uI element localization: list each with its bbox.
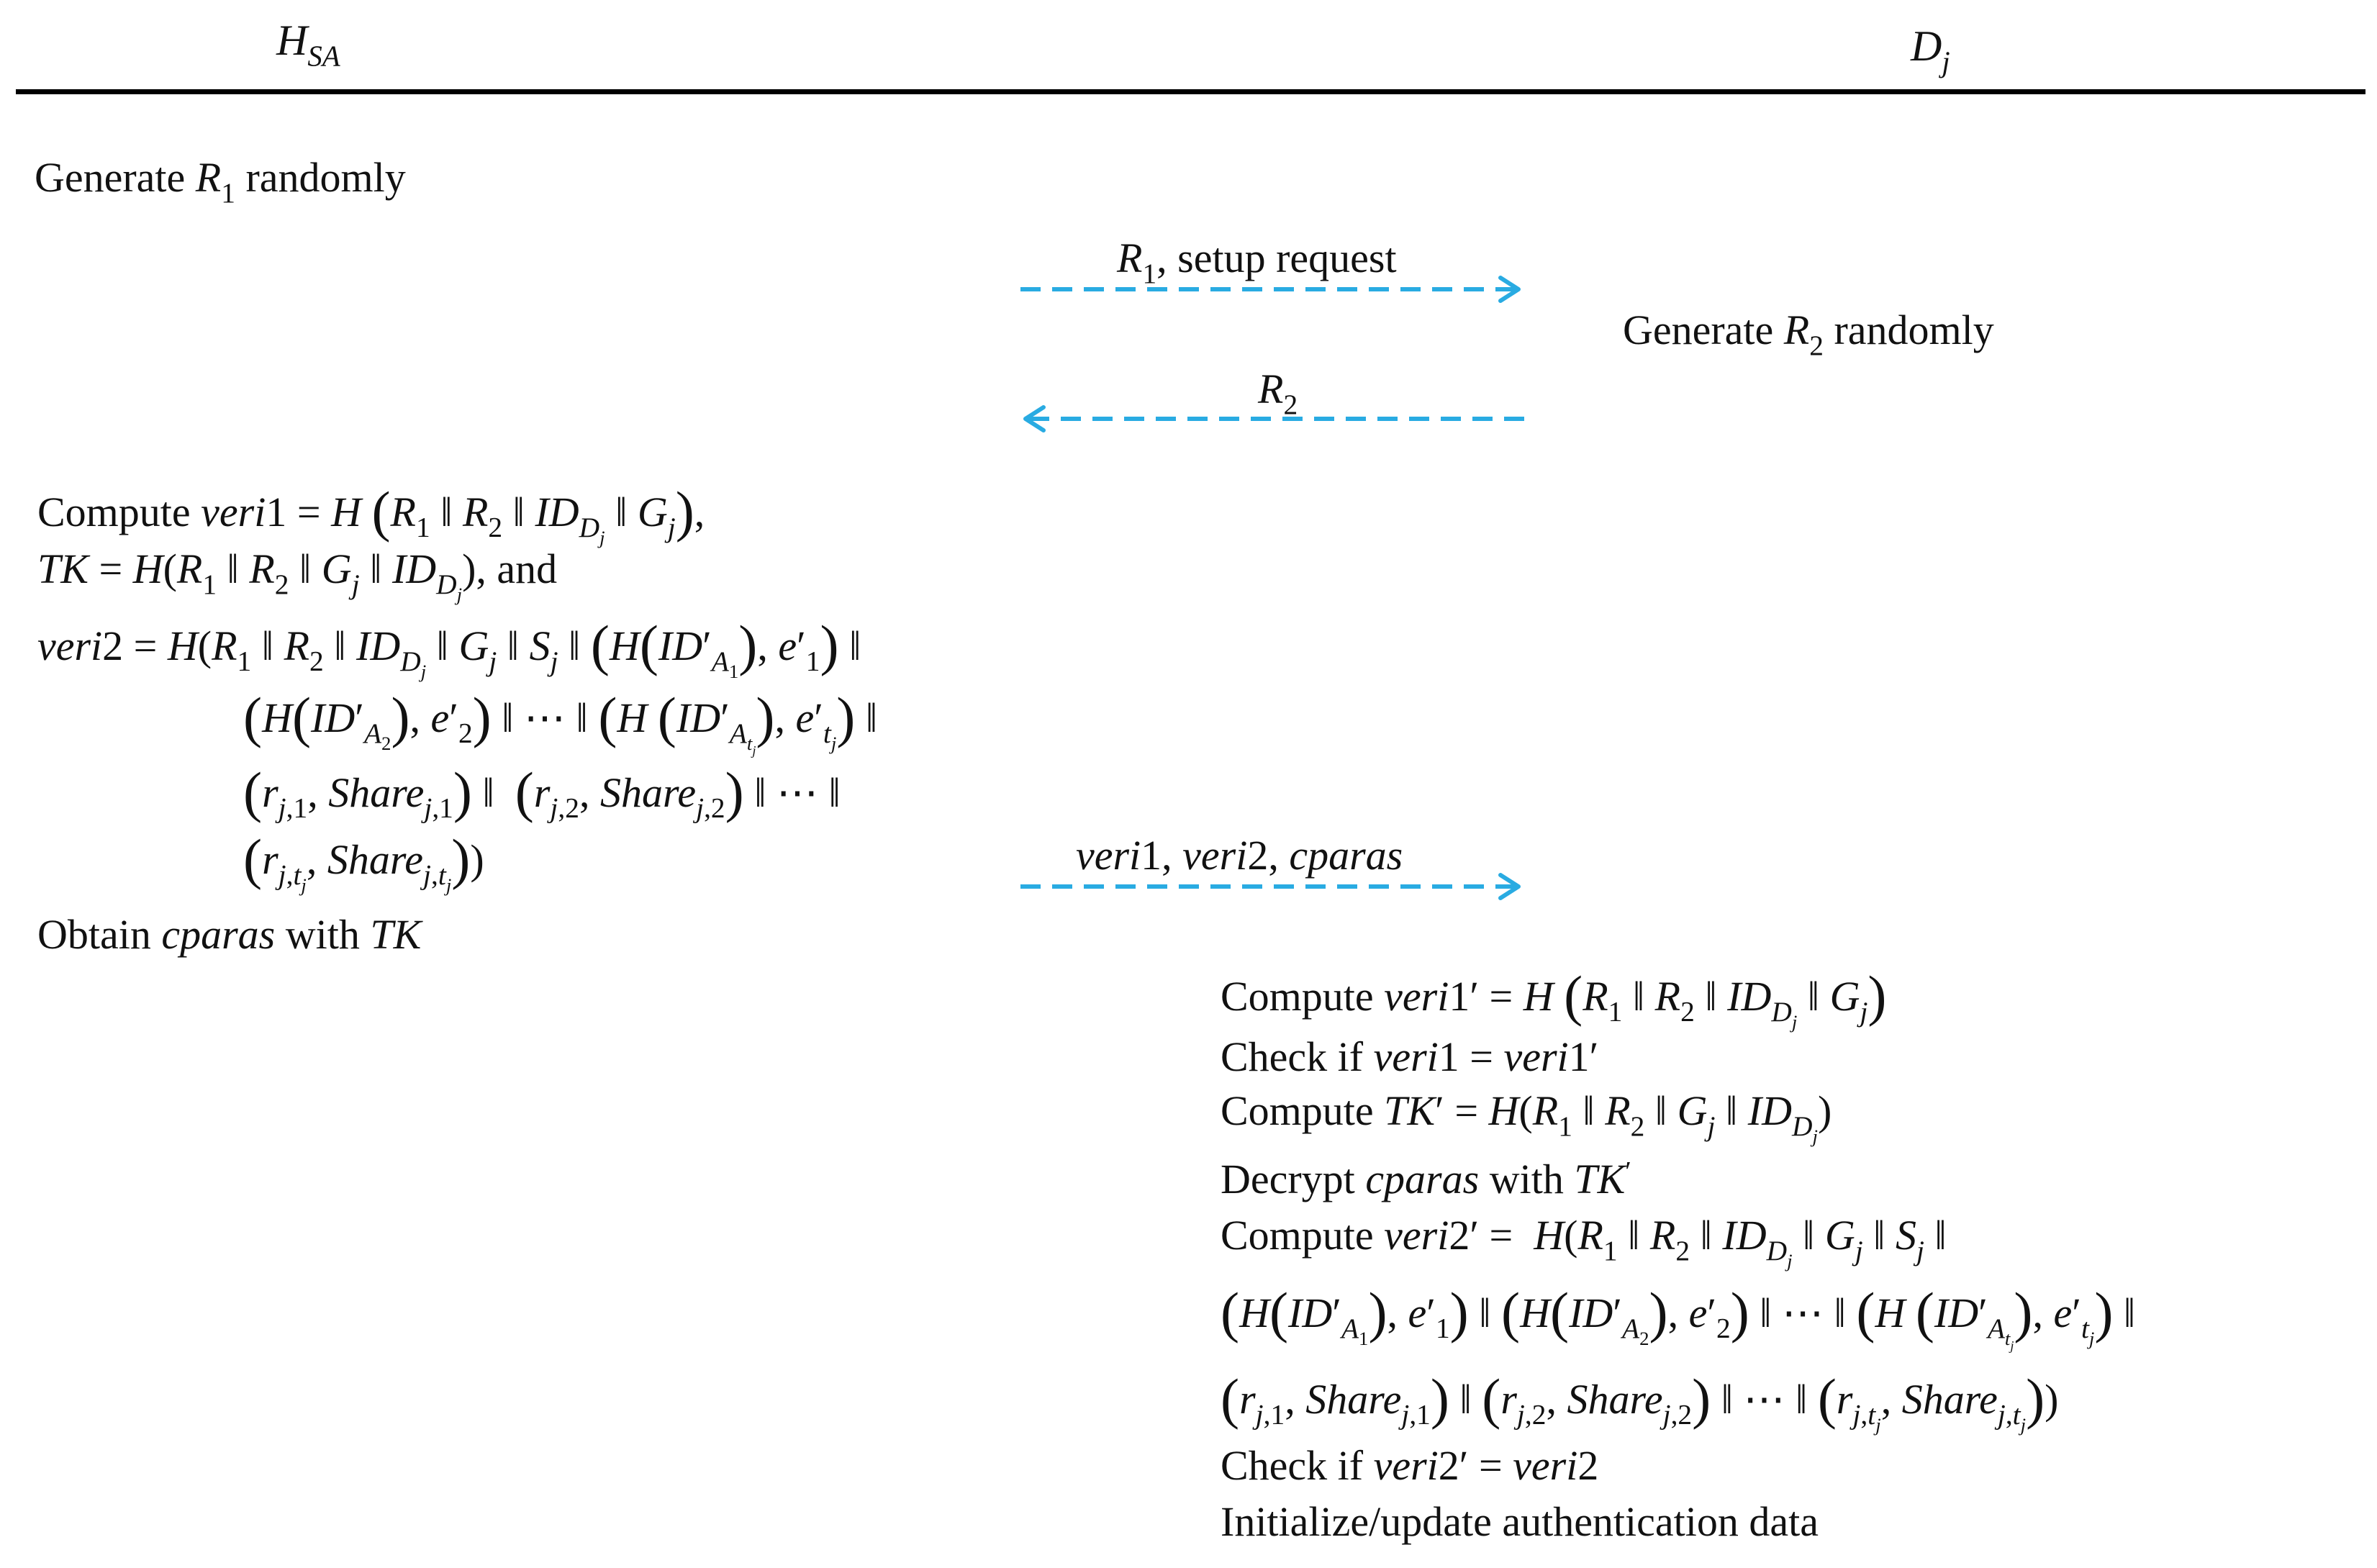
message-label-r2: $R_2$ <box>1258 366 1298 420</box>
step-compute-veri2-prime-line3: ($r_{j,1}$, Share$_{j,1}$) ‖ ($r_{j,2}$, Share$_{j,2}$) ‖ ⋯ ‖ ($r_{j,t_j}$, Share$_{j,t_j}$)) <box>1221 1367 2059 1436</box>
step-compute-veri2-line2: ($H(ID'_{A_2})$, $e'_2$) ‖ ⋯ ‖ (H $(ID'_{A_{t_j}})$, $e'_{t_j}$) ‖ <box>243 686 878 758</box>
step-compute-veri2-line3: ($r_{j,1}$, Share$_{j,1}$) ‖ ($r_{j,2}$, Share$_{j,2}$) ‖ ⋯ ‖ <box>243 761 841 824</box>
step-compute-tk-prime: Compute $TK' = H(R_1$ ‖ $R_2$ ‖ $G_j$ ‖ $ID_{D_j}$) <box>1221 1087 1832 1148</box>
step-initialize-auth-data <box>1221 1498 1819 1545</box>
message-label-veri: veri1, veri2, cparas <box>1076 832 1403 879</box>
step-compute-veri2-prime-line1: Compute veri2′ = $H(R_1$ ‖ $R_2$ ‖ $ID_{D_j}$ ‖ $G_j$ ‖ $S_j$ ‖ <box>1221 1212 1947 1272</box>
message-label-r1-setup: $R_1$, setup request <box>1117 235 1397 289</box>
step-check-veri1: Check if veri1 = veri1′ <box>1221 1033 1599 1080</box>
step-decrypt-cparas: Decrypt cparas with TK′ <box>1221 1155 1631 1202</box>
step-compute-tk: TK = $H(R_1$ ‖ $R_2$ ‖ $G_j$ ‖ $ID_{D_j}$), and <box>37 545 558 606</box>
step-compute-veri2-line1: veri2 = $H(R_1$ ‖ $R_2$ ‖ $ID_{D_j}$ ‖ $G_j$ ‖ $S_j$ ‖ ($H(ID'_{A_1})$, $e'_1$) ‖ <box>37 614 861 682</box>
step-compute-veri2-prime-line2: ($H(ID'_{A_1})$, $e'_1$) ‖ ($H(ID'_{A_2})$, $e'_2$) ‖ ⋯ ‖ (H $(ID'_{A_{t_j}})$, $e'_{t_j}$) ‖ <box>1221 1281 2136 1353</box>
step-compute-veri1: Compute veri1 = H ($R_1$ ‖ $R_2$ ‖ $ID_{D_j}$ ‖ $G_j$), <box>37 480 705 548</box>
step-generate-r1: Generate $R_1$ randomly <box>35 154 406 209</box>
step-generate-r2: Generate $R_2$ randomly <box>1623 307 1994 361</box>
step-compute-veri1-prime: Compute veri1′ = H ($R_1$ ‖ $R_2$ ‖ $ID_{D_j}$ ‖ $G_j$) <box>1221 964 1887 1033</box>
party-label-hsa: $H_{SA}$ <box>276 17 340 73</box>
step-check-veri2: Check if veri2′ = veri2 <box>1221 1442 1599 1489</box>
step-compute-veri2-line4: ($r_{j,t_j}$, Share$_{j,t_j}$)) <box>243 828 484 896</box>
initialize-text: Initialize/update authentication data <box>1221 1498 1819 1545</box>
party-label-dj: $D_j$ <box>1911 22 1950 78</box>
step-obtain-cparas: Obtain cparas with TK <box>37 911 422 958</box>
